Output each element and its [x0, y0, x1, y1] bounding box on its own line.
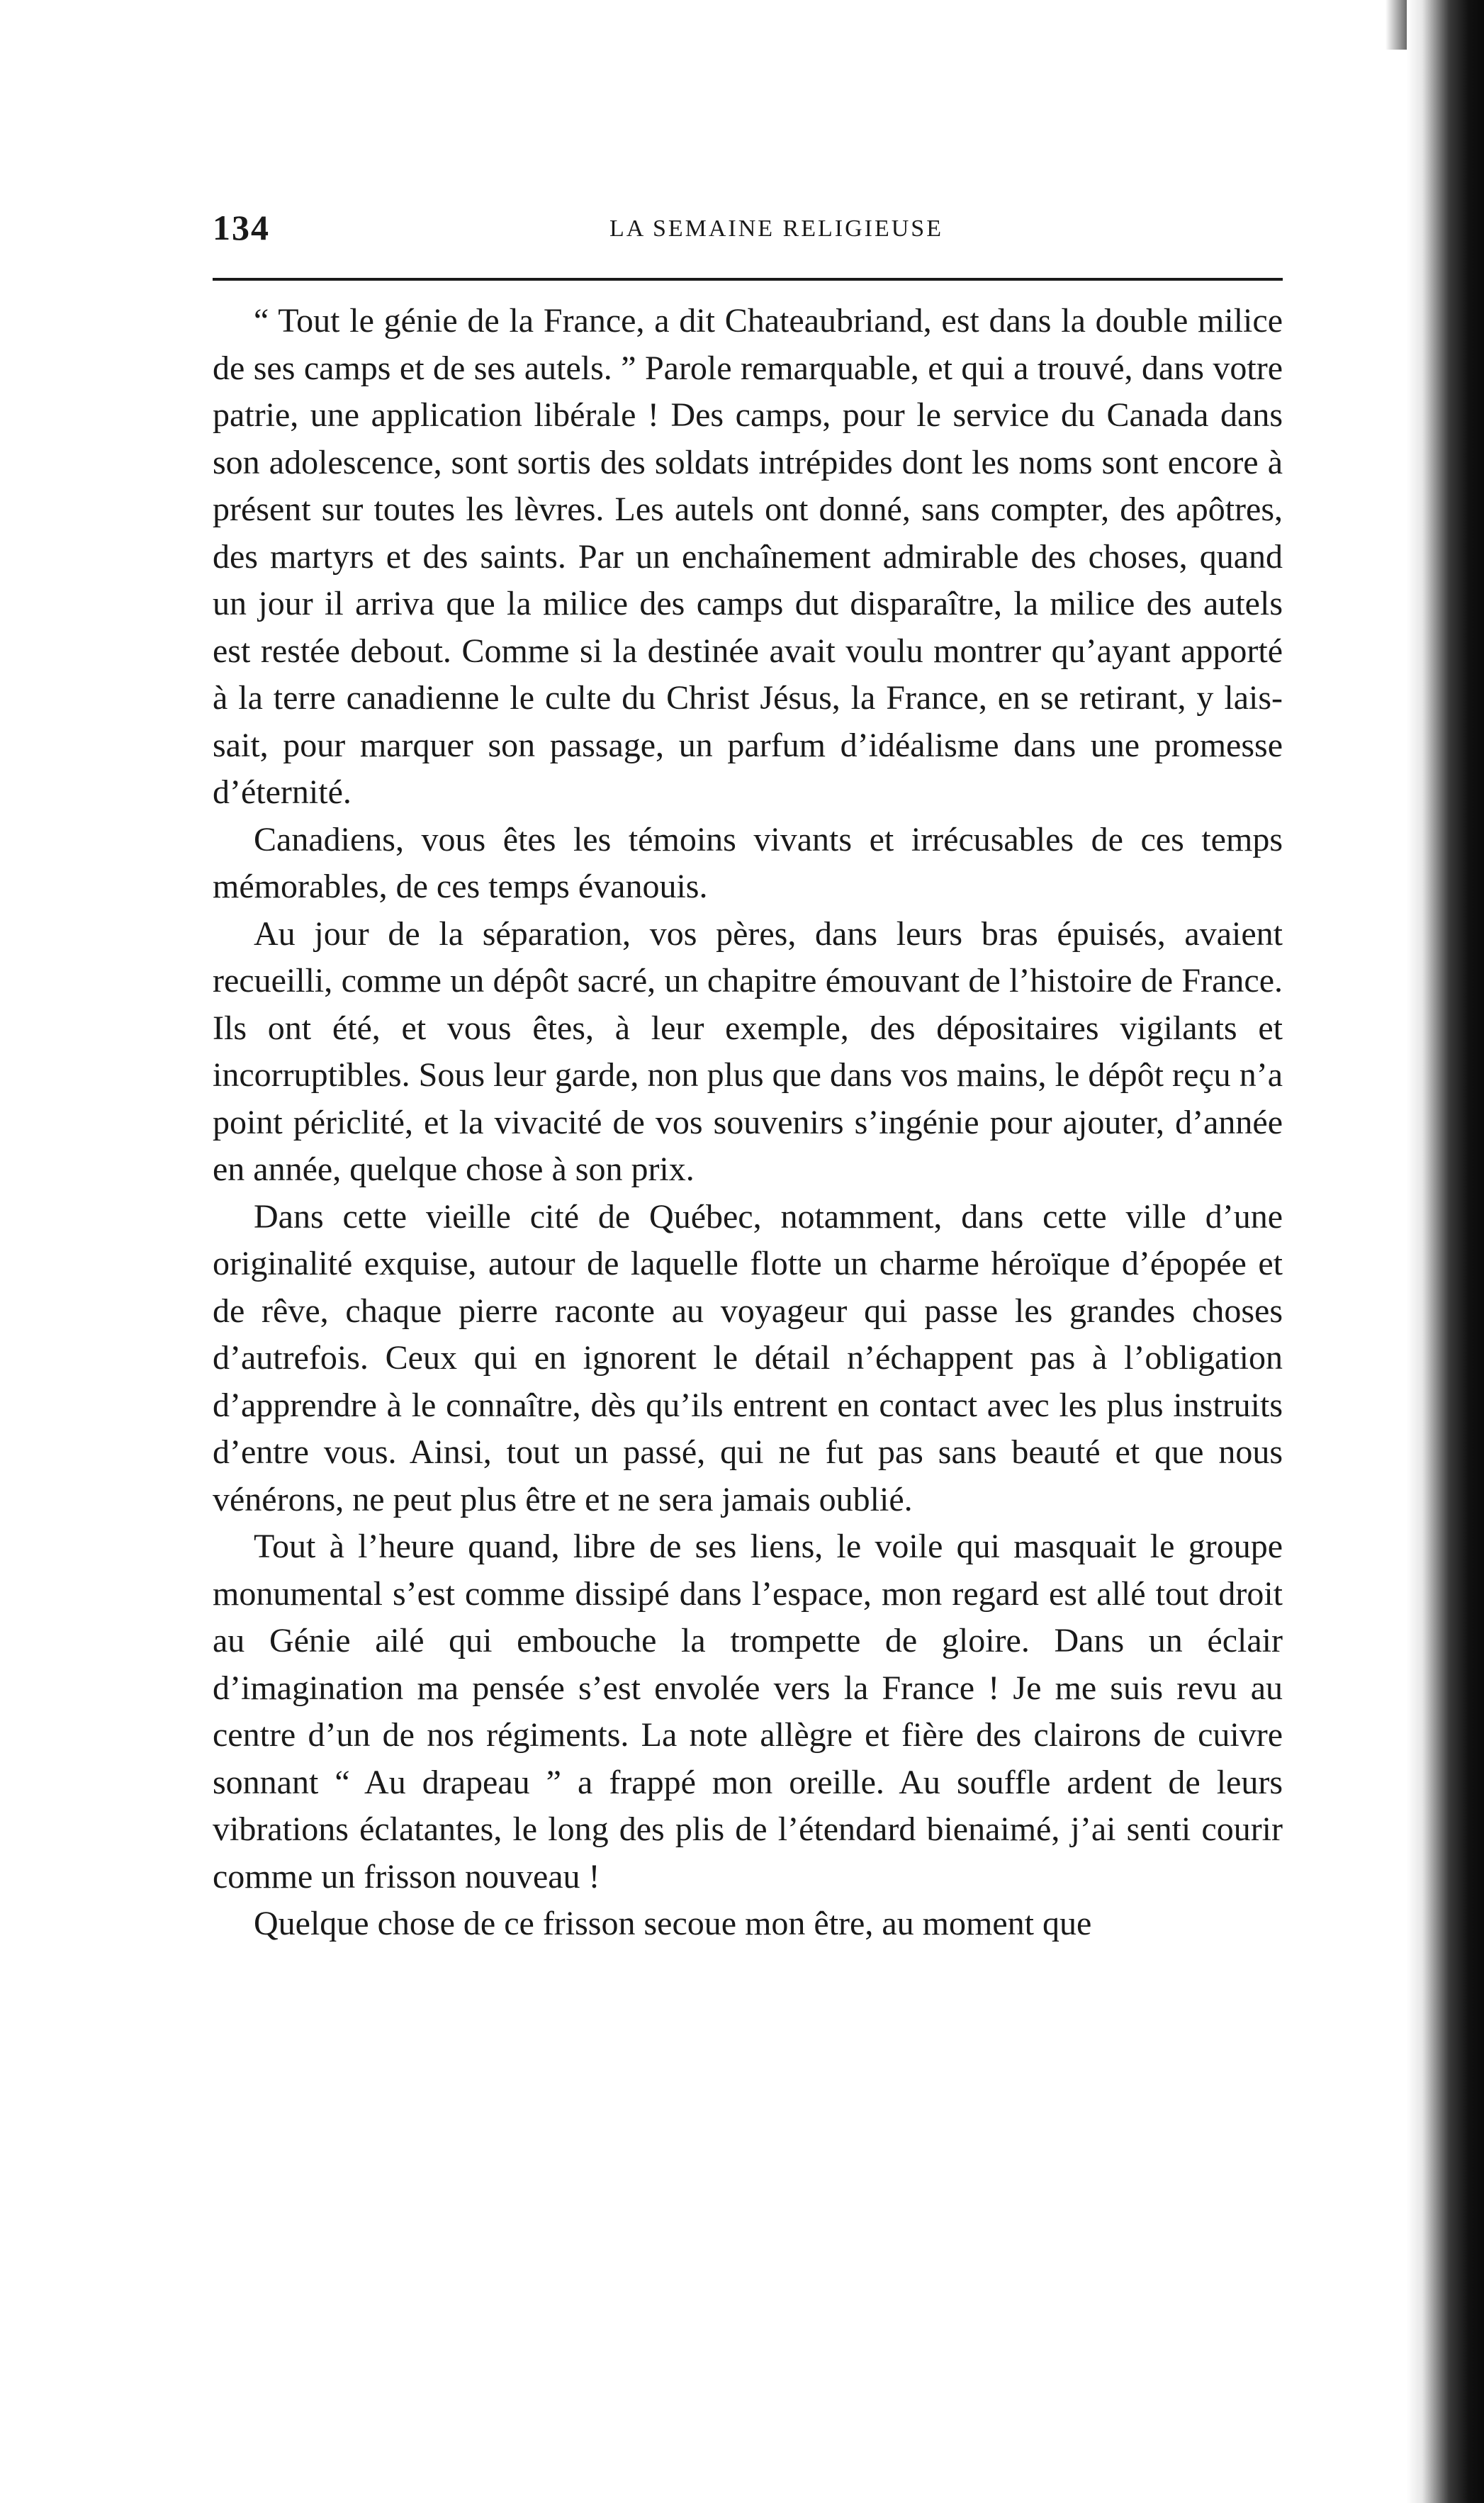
paragraph-separation: Au jour de la séparation, vos pères, dans leurs bras épuisés, avaient recueilli, comme un dépôt sacré, un chapitre émouvant de l’histoire de France. Ils ont été, et vous êtes, à leur exemple, des dépositaires vigilants et incorruptibles. Sous leur garde, non plus que dans vos mains, le dépôt reçu n’a point périclité, et la vivacité de vos souvenirs s’ingénie pour ajouter, d’année en année, quelque chose à son prix.	[213, 914, 1283, 1188]
page-number: 134	[213, 208, 270, 247]
running-title: LA SEMAINE RELIGIEUSE	[609, 215, 943, 242]
paragraph-frisson: Quelque chose de ce frisson secoue mon être, au moment que	[254, 1905, 1092, 1942]
header-rule	[213, 278, 1283, 281]
paragraph-genie-aile: Tout à l’heure quand, libre de ses liens, le voile qui masquait le groupe monumental s’est comme dissipé dans l’espace, mon regard est allé tout droit au Génie ailé qui embouche la trompette de gloire. Dans un éclair d’imagination ma pensée s’est envolée vers la France ! Je me suis revu au centre d’un de nos régiments. La note allègre et fière des clairons de cuivre sonnant “ Au drapeau ” a frappé mon oreille. Au souffle ardent de leurs vibrations éclatantes, le long des plis de l’étendard bienaimé, j’ai senti courir comme un frisson nouveau !	[213, 1528, 1283, 1896]
paragraph-quebec: Dans cette vieille cité de Québec, notamment, dans cette ville d’une originalité exquise, autour de laquelle flotte un charme héroïque d’épopée et de rêve, chaque pierre raconte au voyageur qui passe les grandes choses d’autrefois. Ceux qui en ignorent le détail n’échappent pas à l’obligation d’apprendre à le connaître, dès qu’ils entrent en contact avec les plus instruits d’entre vous. Ainsi, tout un passé, qui ne fut pas sans beauté et que nous vénérons, ne peut plus être et ne sera jamais oublié.	[213, 1197, 1283, 1518]
scan-edge-shadow-top	[1385, 0, 1407, 50]
scan-edge-shadow	[1407, 0, 1484, 2503]
body-text	[213, 298, 1283, 1948]
page-header	[213, 207, 1283, 250]
paragraph-canadiens: Canadiens, vous êtes les témoins vivants et irrécusables de ces temps mémorables, de ces temps évanouis.	[213, 820, 1283, 905]
paragraph-chateaubriand: “ Tout le génie de la France, a dit Chateaubriand, est dans la double milice de ses camps et de ses autels. ” Parole remarquable, et qui a trouvé, dans votre patrie, une application libérale ! Des camps, pour le service du Canada dans son adolescence, sont sortis des soldats intrépides dont les noms sont encore à présent sur toutes les lèvres. Les autels ont donné, sans compter, des apôtres, des martyrs et des saints. Par un enchaînement admirable des choses, quand un jour il arriva que la milice des camps dut disparaître, la milice des autels est restée debout. Comme si la destinée avait voulu montrer qu’ayant apporté à la terre canadienne le culte du Christ Jésus, la France, en se retirant, y laissait, pour marquer son passage, un parfum d’idéalisme dans une promesse d’éternité.	[213, 302, 1283, 811]
